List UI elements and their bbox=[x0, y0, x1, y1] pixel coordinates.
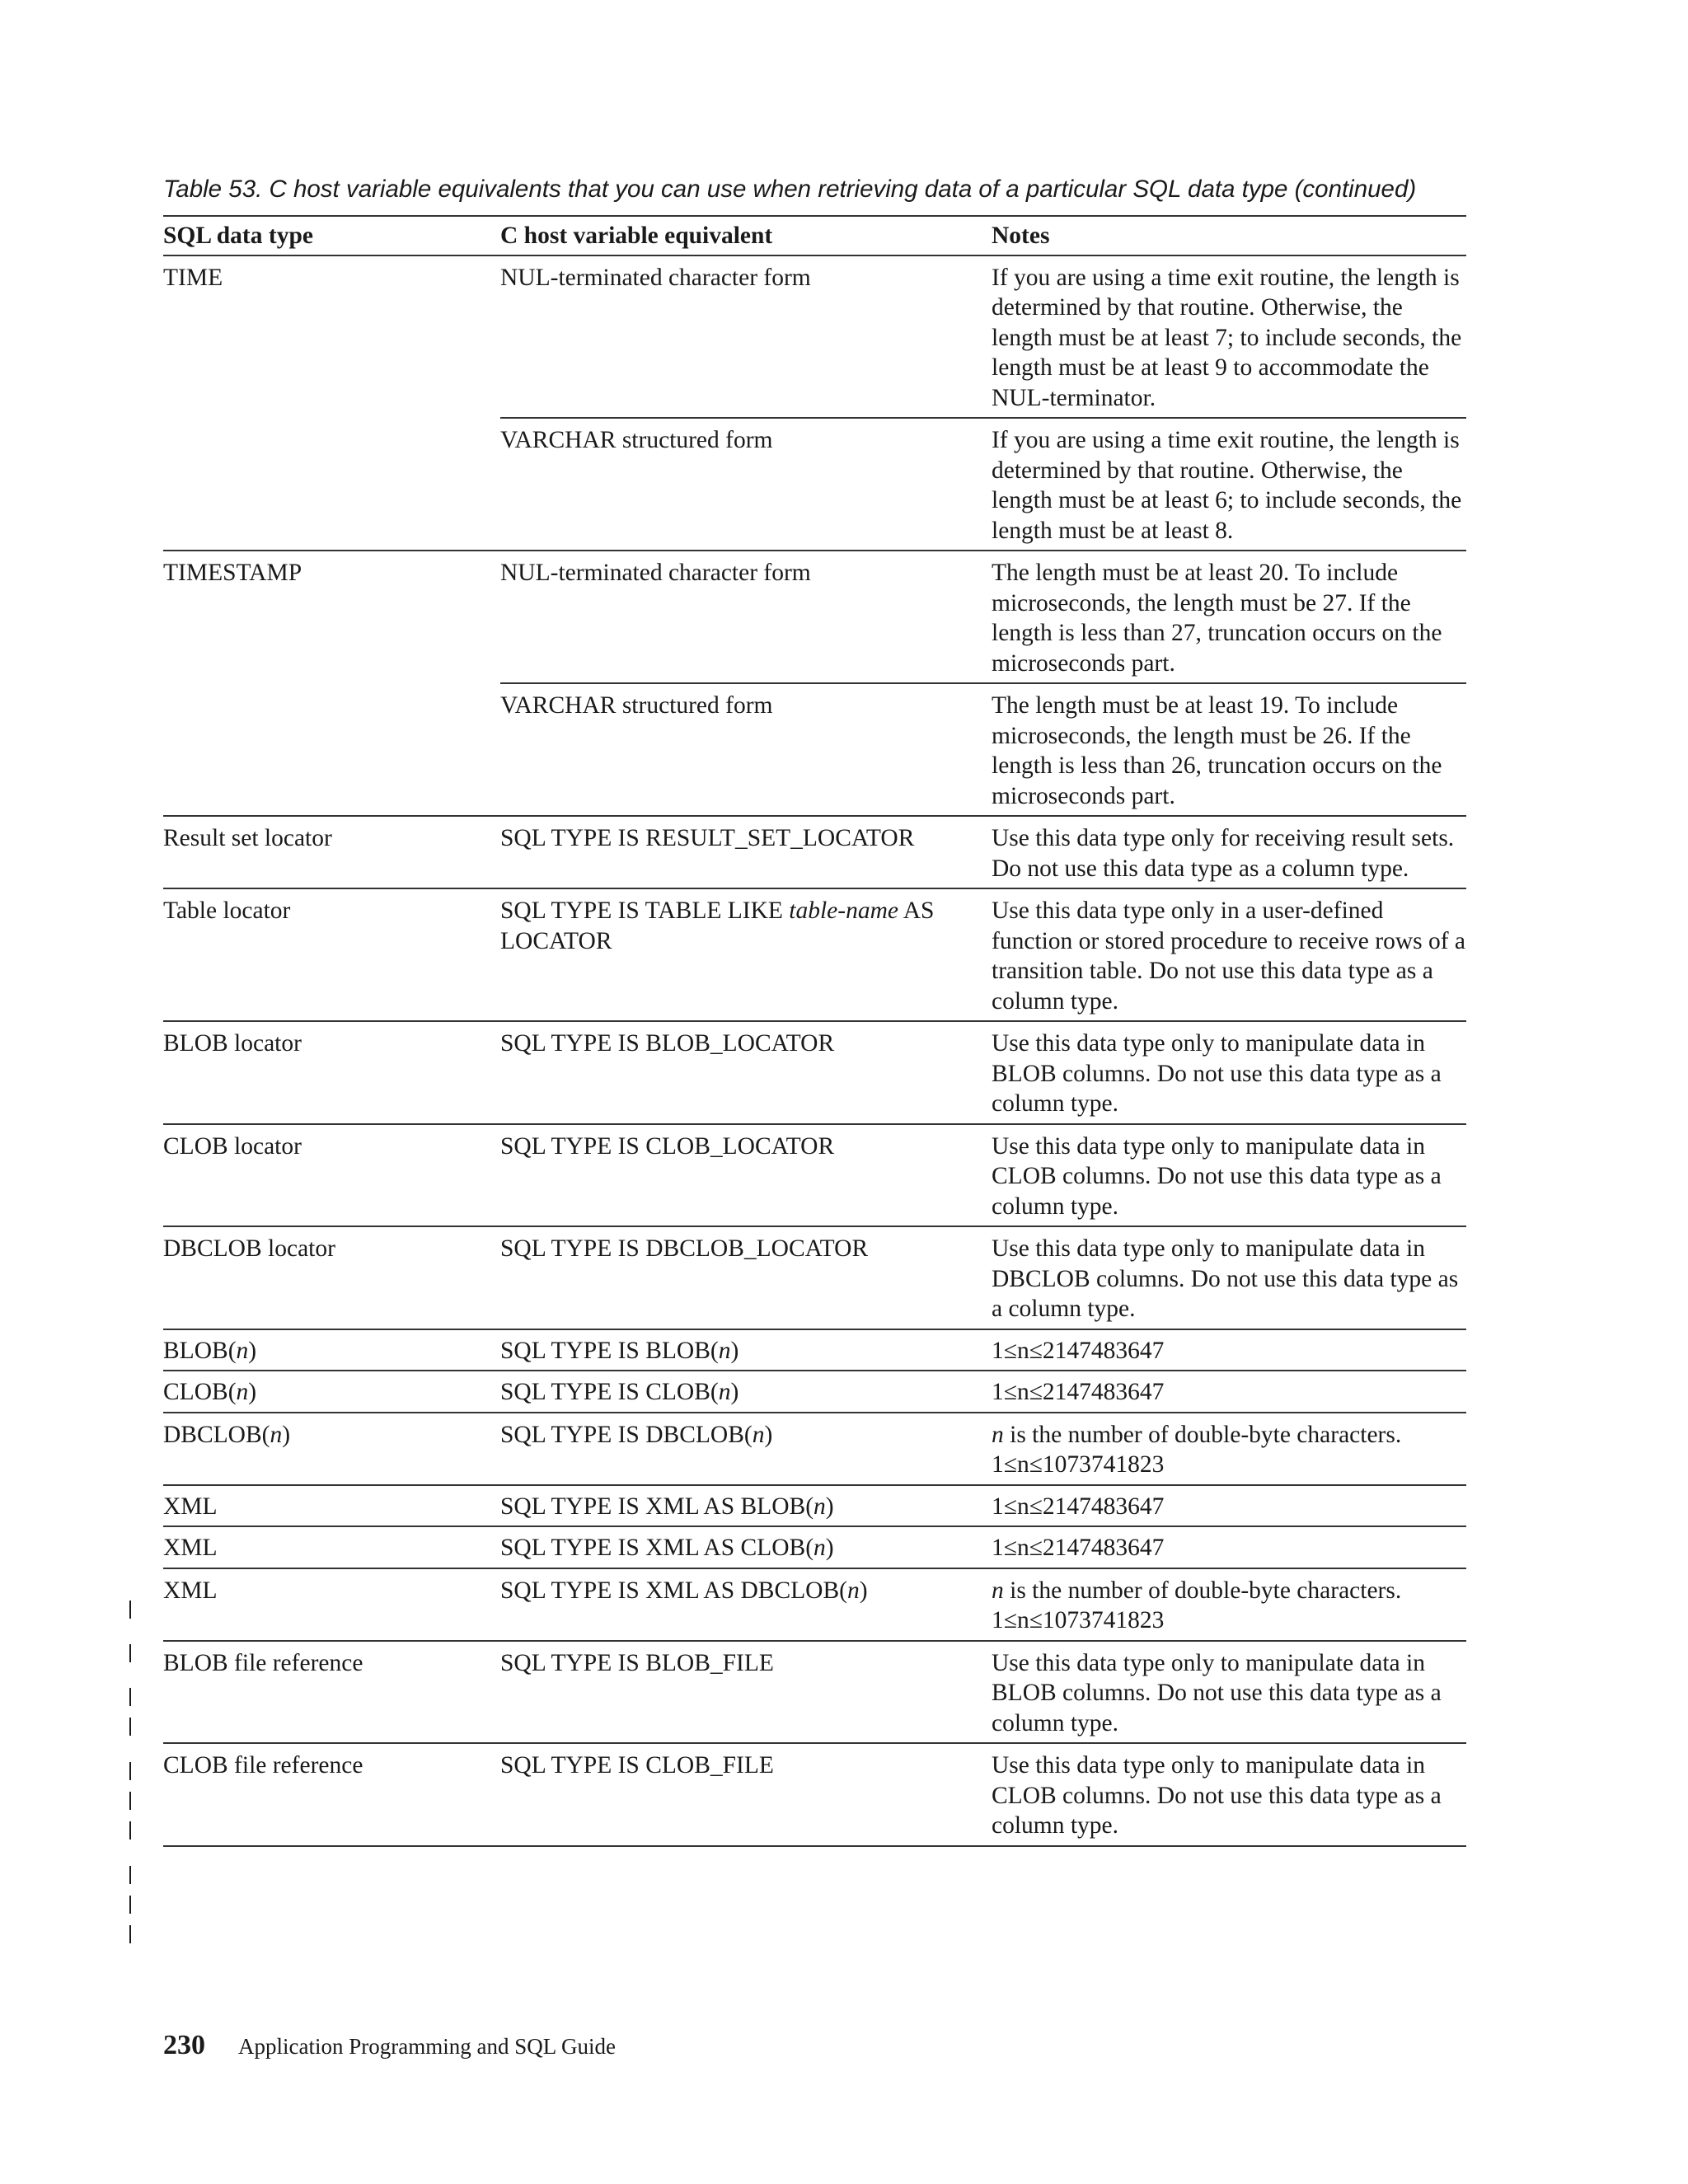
cell-c-equivalent: VARCHAR structured form bbox=[500, 683, 992, 816]
table-row bbox=[163, 255, 1466, 419]
cell-sql-type: Result set locator bbox=[163, 816, 500, 888]
table-row bbox=[163, 1413, 1466, 1485]
cell-c-equivalent: SQL TYPE IS BLOB_LOCATOR bbox=[500, 1021, 992, 1124]
cell-notes: 1≤n≤2147483647 bbox=[992, 1526, 1466, 1568]
page-number: 230 bbox=[163, 2030, 205, 2060]
cell-notes: Use this data type only to manipulate data in CLOB columns. Do not use this data type as a column type. bbox=[992, 1743, 1466, 1846]
cell-notes: Use this data type only in a user-defined function or stored procedure to receive rows of a transition table. Do not use this data type as a column type. bbox=[992, 888, 1466, 1021]
table-row bbox=[163, 1568, 1466, 1641]
cell-sql-type: CLOB locator bbox=[163, 1124, 500, 1227]
cell-sql-type: XML bbox=[163, 1485, 500, 1527]
cell-c-equivalent: SQL TYPE IS CLOB_LOCATOR bbox=[500, 1124, 992, 1227]
header-c-host-variable: C host variable equivalent bbox=[500, 216, 992, 255]
cell-notes: Use this data type only to manipulate data in BLOB columns. Do not use this data type as a column type. bbox=[992, 1021, 1466, 1124]
table-row bbox=[163, 1226, 1466, 1329]
cell-notes: 1≤n≤2147483647 bbox=[992, 1485, 1466, 1527]
table-row bbox=[163, 1329, 1466, 1371]
change-bar bbox=[129, 1762, 131, 1780]
data-type-table bbox=[163, 215, 1466, 1847]
cell-sql-type: TIME bbox=[163, 264, 223, 291]
cell-sql-type bbox=[163, 683, 500, 816]
table-row bbox=[163, 888, 1466, 1021]
change-bar bbox=[129, 1718, 131, 1736]
cell-c-equivalent: SQL TYPE IS BLOB_FILE bbox=[500, 1641, 992, 1744]
cell-sql-type: CLOB(n) bbox=[163, 1371, 500, 1413]
cell-notes: Use this data type only for receiving result sets. Do not use this data type as a column type. bbox=[992, 816, 1466, 888]
cell-sql-type: BLOB locator bbox=[163, 1021, 500, 1124]
book-title: Application Programming and SQL Guide bbox=[238, 2034, 616, 2059]
change-bar bbox=[129, 1792, 131, 1810]
cell-notes: If you are using a time exit routine, the length is determined by that routine. Otherwise, the length must be at least 6; to include seconds, the length must be at least 8. bbox=[992, 418, 1466, 551]
cell-c-equivalent: VARCHAR structured form bbox=[500, 418, 992, 551]
cell-c-equivalent: SQL TYPE IS CLOB_FILE bbox=[500, 1743, 992, 1846]
cell-c-equivalent: SQL TYPE IS DBCLOB(n) bbox=[500, 1413, 992, 1485]
cell-notes: If you are using a time exit routine, the length is determined by that routine. Otherwise, the length must be at least 7; to include seconds, the length must be at least 9 to accommodate the NUL-terminator. bbox=[992, 255, 1466, 419]
table-row bbox=[163, 1124, 1466, 1227]
cell-notes: Use this data type only to manipulate data in DBCLOB columns. Do not use this data type as a column type. bbox=[992, 1226, 1466, 1329]
cell-notes: Use this data type only to manipulate data in CLOB columns. Do not use this data type as a column type. bbox=[992, 1124, 1466, 1227]
change-bar bbox=[129, 1821, 131, 1840]
cell-c-equivalent bbox=[500, 888, 992, 1021]
cell-sql-type: DBCLOB(n) bbox=[163, 1413, 500, 1485]
cell-c-equivalent: SQL TYPE IS XML AS DBCLOB(n) bbox=[500, 1568, 992, 1641]
table-header-row bbox=[163, 216, 1466, 255]
table-row bbox=[163, 1526, 1466, 1568]
italic-placeholder: table-name bbox=[789, 898, 898, 924]
table-row bbox=[163, 1743, 1466, 1846]
change-bar bbox=[129, 1644, 131, 1662]
cell-c-equivalent: SQL TYPE IS BLOB(n) bbox=[500, 1329, 992, 1371]
cell-c-equivalent: SQL TYPE IS RESULT_SET_LOCATOR bbox=[500, 816, 992, 888]
change-bar bbox=[129, 1925, 131, 1943]
cell-c-equivalent: SQL TYPE IS XML AS BLOB(n) bbox=[500, 1485, 992, 1527]
cell-sql-type: XML bbox=[163, 1526, 500, 1568]
page-footer bbox=[163, 2030, 616, 2063]
header-sql-data-type: SQL data type bbox=[163, 216, 500, 255]
table-row bbox=[163, 1641, 1466, 1744]
cell-c-equivalent: NUL-terminated character form bbox=[500, 551, 992, 683]
cell-sql-type: Table locator bbox=[163, 888, 500, 1021]
cell-c-equivalent: SQL TYPE IS CLOB(n) bbox=[500, 1371, 992, 1413]
cell-sql-type: BLOB(n) bbox=[163, 1329, 500, 1371]
equiv-text: AS LOCATOR bbox=[500, 898, 935, 954]
change-bar bbox=[129, 1688, 131, 1706]
cell-sql-type: TIMESTAMP bbox=[163, 560, 302, 586]
cell-sql-type bbox=[163, 418, 500, 551]
table-row bbox=[163, 551, 1466, 683]
table-row bbox=[163, 1485, 1466, 1527]
cell-notes: n is the number of double-byte characters. 1≤n≤1073741823 bbox=[992, 1413, 1466, 1485]
change-bar bbox=[129, 1601, 131, 1619]
cell-c-equivalent: SQL TYPE IS XML AS CLOB(n) bbox=[500, 1526, 992, 1568]
equiv-text: SQL TYPE IS TABLE LIKE bbox=[500, 898, 790, 924]
cell-c-equivalent: NUL-terminated character form bbox=[500, 255, 992, 419]
cell-sql-type: XML bbox=[163, 1568, 500, 1641]
cell-notes: n is the number of double-byte characters. 1≤n≤1073741823 bbox=[992, 1568, 1466, 1641]
table-row bbox=[163, 1371, 1466, 1413]
table-row bbox=[163, 816, 1466, 888]
cell-notes: The length must be at least 20. To include microseconds, the length must be 27. If the length is less than 27, truncation occurs on the microseconds part. bbox=[992, 551, 1466, 683]
table-row bbox=[163, 683, 1466, 816]
header-notes: Notes bbox=[992, 216, 1466, 255]
cell-notes: 1≤n≤2147483647 bbox=[992, 1371, 1466, 1413]
table-row bbox=[163, 418, 1466, 551]
table-row bbox=[163, 1021, 1466, 1124]
table-caption: Table 53. C host variable equivalents that you can use when retrieving data of a particular SQL data type (continued) bbox=[163, 176, 1417, 203]
cell-c-equivalent: SQL TYPE IS DBCLOB_LOCATOR bbox=[500, 1226, 992, 1329]
cell-sql-type: DBCLOB locator bbox=[163, 1226, 500, 1329]
cell-sql-type: BLOB file reference bbox=[163, 1641, 500, 1744]
cell-sql-type: CLOB file reference bbox=[163, 1743, 500, 1846]
cell-notes: Use this data type only to manipulate data in BLOB columns. Do not use this data type as a column type. bbox=[992, 1641, 1466, 1744]
cell-notes: 1≤n≤2147483647 bbox=[992, 1329, 1466, 1371]
change-bar bbox=[129, 1896, 131, 1914]
cell-notes: The length must be at least 19. To include microseconds, the length must be 26. If the length is less than 26, truncation occurs on the microseconds part. bbox=[992, 683, 1466, 816]
change-bars bbox=[129, 0, 134, 2184]
change-bar bbox=[129, 1866, 131, 1884]
